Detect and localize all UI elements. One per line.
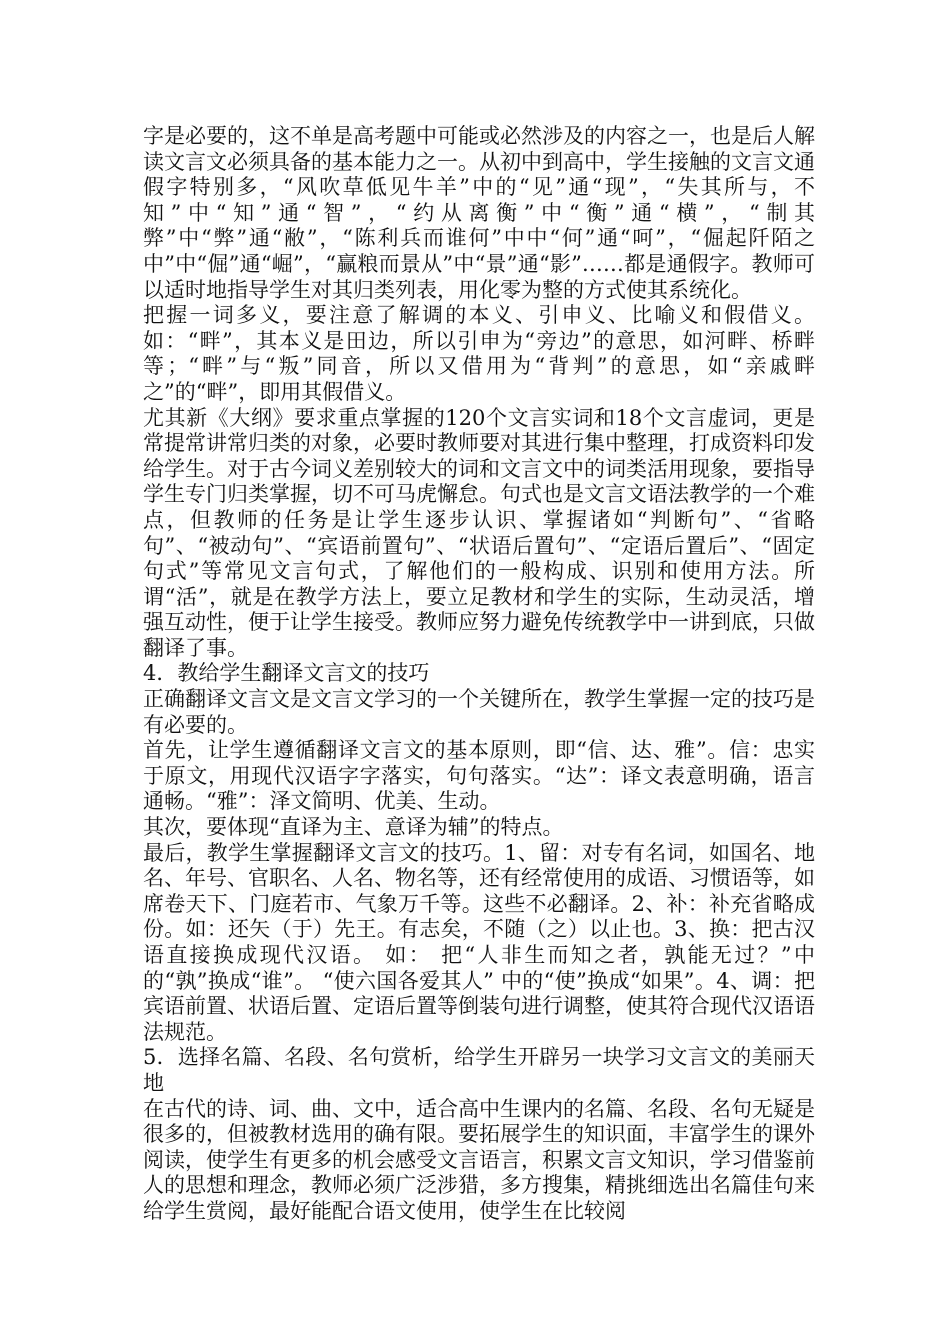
paragraph-translation-intro: 正确翻译文言文是文言文学习的一个关键所在，教学生掌握一定的技巧是有必要的。 (143, 687, 815, 737)
paragraph-dagang: 尤其新《大纲》要求重点掌握的120个文言实词和18个文言虚词，更是常提常讲常归类的对象，必要时教师要对其进行集中整理，打成资料印发给学生。对于古今词义差别较大的词和文言文中的词类活用现象，要指导学生专门归类掌握，切不可马虎懈怠。句式也是文言文语法教学的一个难点，但教师的任务是让学生逐步认识、掌握诸如“判断句”、“省略句”、“被动句”、“宾语前置句”、“状语后置句”、“定语后置后”、“固定句式”等常见文言句式，了解他们的一般构成、识别和使用方法。所谓“活”，就是在教学方法上，要立足教材和学生的实际，生动灵活，增强互动性，便于让学生接受。教师应努力避免传统教学中一讲到底，只做翻译了事。 (143, 405, 815, 660)
paragraph-tongjiazi: 字是必要的，这不单是高考题中可能或必然涉及的内容之一，也是后人解读文言文必须具备的基本能力之一。从初中到高中，学生接触的文言文通假字特别多，“风吹草低见牛羊”中的“见”通“现”，“失其所与，不知”中“知”通“智”，“约从离衡”中“衡”通“横”，“制其弊”中“弊”通“敝”，“陈利兵而谁何”中中“何”通“呵”，“倔起阡陌之中”中“倔”通“崛”，“赢粮而景从”中“景”通“影”……都是通假字。教师可以适时地指导学生对其归类列表，用化零为整的方式使其系统化。 (143, 124, 815, 302)
paragraph-first: 首先，让学生遵循翻译文言文的基本原则，即“信、达、雅”。信：忠实于原文，用现代汉语字字落实，句句落实。“达”：译文表意明确，语言通畅。“雅”：泽文简明、优美、生动。 (143, 738, 815, 814)
paragraph-yicıduoyi: 把握一词多义，要注意了解调的本义、引申义、比喻义和假借义。如：“畔”，其本义是田边，所以引申为“旁边”的意思，如河畔、桥畔等；“畔”与“叛”同音，所以又借用为“背判”的意思，如“亲戚畔之”的“畔”，即用其假借义。 (143, 303, 815, 404)
section-heading-5: 5．选择名篇、名段、名句赏析，给学生开辟另一块学习文言文的美丽天地 (143, 1045, 815, 1095)
document-body (143, 124, 815, 1225)
section-heading-4: 4．教给学生翻译文言文的技巧 (143, 661, 430, 686)
paragraph-second: 其次，要体现“直译为主、意译为辅”的特点。 (143, 815, 564, 840)
paragraph-last: 最后，教学生掌握翻译文言文的技巧。1、留：对专有名词，如国名、地名、年号、官职名、人名、物名等，还有经常使用的成语、习惯语等，如席卷天下、门庭若市、气象万千等。这些不必翻译。2、补：补充省略成份。如：还矢（于）先王。有志矣，不随（之）以止也。3、换：把古汉语直接换成现代汉语。 如： 把“人非生而知之者，孰能无过？”中的“孰”换成“谁”。 “使六国各爱其人” 中的“使”换成“如果”。4、调：把宾语前置、状语后置、定语后置等倒装句进行调整，使其符合现代汉语语法规范。 (143, 840, 815, 1044)
paragraph-classics: 在古代的诗、词、曲、文中，适合高中生课内的名篇、名段、名句无疑是很多的，但被教材选用的确有限。要拓展学生的知识面，丰富学生的课外阅读，使学生有更多的机会感受文言语言，积累文言文知识，学习借鉴前人的思想和理念，教师必须广泛涉猎，多方搜集，精挑细选出名篇佳句来给学生赏阅，最好能配合语文使用，使学生在比较阅 (143, 1096, 815, 1223)
